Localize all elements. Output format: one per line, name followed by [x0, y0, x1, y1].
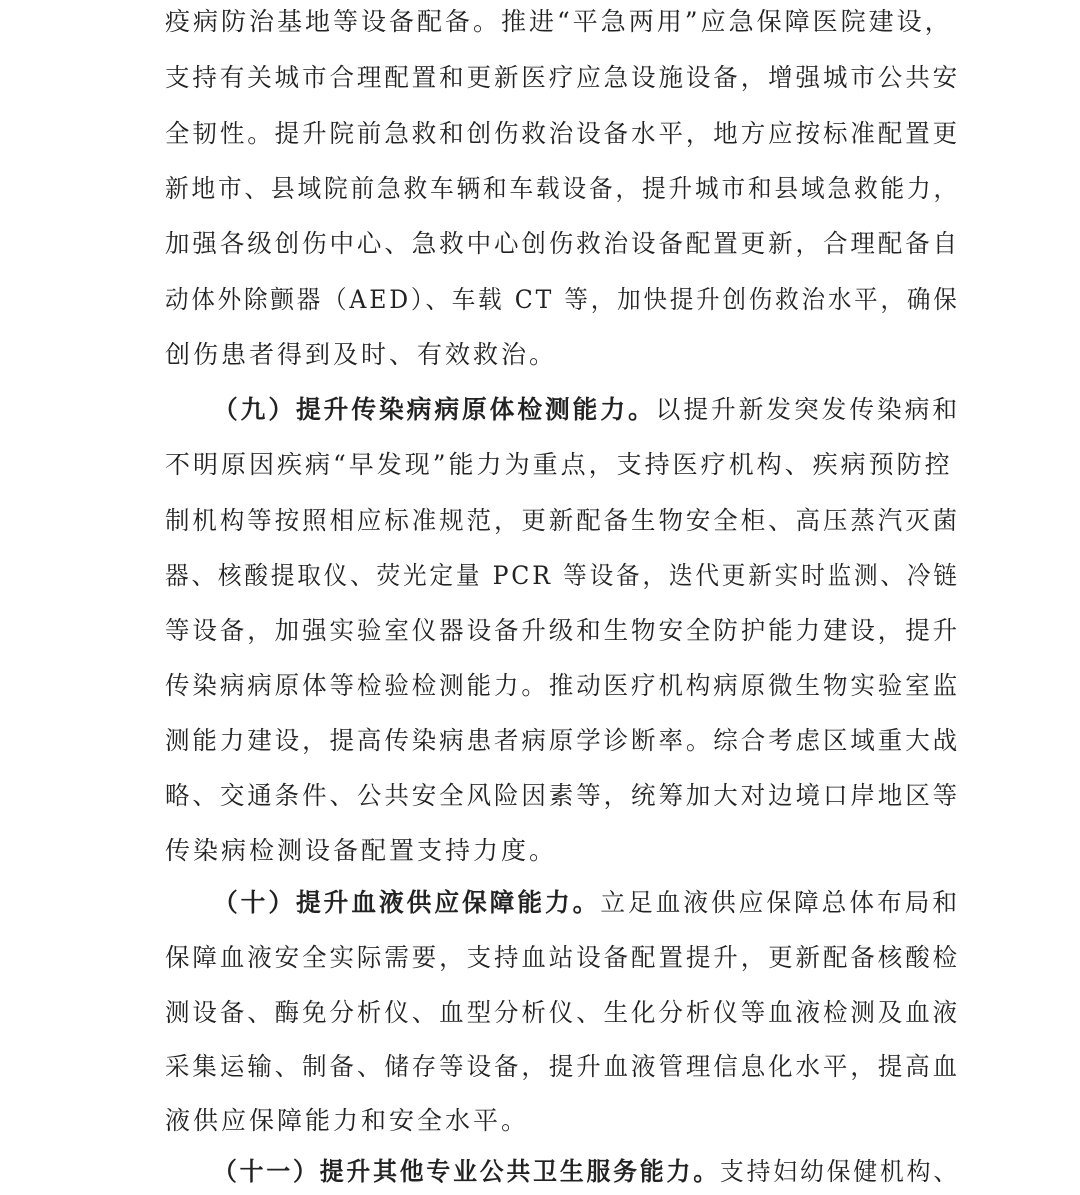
paragraph-3-line-4: 采集运输、制备、储存等设备，提升血液管理信息化水平，提高血 — [165, 1052, 961, 1081]
paragraph-3-line-3: 测设备、酶免分析仪、血型分析仪、生化分析仪等血液检测及血液 — [165, 998, 961, 1027]
paragraph-4-first-line — [213, 1154, 960, 1190]
section-heading-9: （九）提升传染病病原体检测能力。 — [213, 395, 656, 424]
paragraph-3-first-line-text: 立足血液供应保障总体布局和 — [600, 888, 961, 917]
paragraph-3-line-2: 保障血液安全实际需要，支持血站设备配置提升，更新配备核酸检 — [165, 943, 961, 972]
paragraph-3-first-line — [213, 885, 960, 921]
paragraph-3-line-5: 液供应保障能力和安全水平。 — [165, 1106, 530, 1135]
paragraph-1-line-6: 动体外除颤器（AED）、车载 CT 等，加快提升创伤救治水平，确保 — [165, 285, 960, 314]
paragraph-2-line-7: 测能力建设，提高传染病患者病原学诊断率。综合考虑区域重大战 — [165, 726, 961, 755]
paragraph-1-line-5: 加强各级创伤中心、急救中心创伤救治设备配置更新，合理配备自 — [165, 229, 961, 258]
section-heading-11: （十一）提升其他专业公共卫生服务能力。 — [213, 1157, 720, 1186]
paragraph-1-line-2: 支持有关城市合理配置和更新医疗应急设施设备，增强城市公共安 — [165, 63, 961, 92]
paragraph-2-line-2: 不明原因疾病“早发现”能力为重点，支持医疗机构、疾病预防控 — [165, 450, 953, 479]
paragraph-1-line-3: 全韧性。提升院前急救和创伤救治设备水平，地方应按标准配置更 — [165, 119, 961, 148]
paragraph-2-line-3: 制机构等按照相应标准规范，更新配备生物安全柜、高压蒸汽灭菌 — [165, 506, 961, 535]
paragraph-1-line-1: 疫病防治基地等设备配备。推进“平急两用”应急保障医院建设， — [165, 7, 953, 36]
paragraph-2-line-9: 传染病检测设备配置支持力度。 — [165, 836, 558, 865]
paragraph-2-line-4: 器、核酸提取仪、荧光定量 PCR 等设备，迭代更新实时监测、冷链 — [165, 561, 960, 590]
paragraph-1-line-4: 新地市、县域院前急救车辆和车载设备，提升城市和县域急救能力， — [165, 174, 960, 203]
paragraph-2-first-line — [213, 392, 960, 428]
paragraph-2-line-5: 等设备，加强实验室仪器设备升级和生物安全防护能力建设，提升 — [165, 616, 961, 645]
paragraph-2-first-line-text: 以提升新发突发传染病和 — [655, 395, 961, 424]
paragraph-4-first-line-text: 支持妇幼保健机构、 — [719, 1157, 961, 1186]
section-heading-10: （十）提升血液供应保障能力。 — [213, 888, 601, 917]
paragraph-1-line-7: 创伤患者得到及时、有效救治。 — [165, 340, 558, 369]
paragraph-2-line-6: 传染病病原体等检验检测能力。推动医疗机构病原微生物实验室监 — [165, 671, 961, 700]
paragraph-2-line-8: 略、交通条件、公共安全风险因素等，统筹加大对边境口岸地区等 — [165, 781, 961, 810]
